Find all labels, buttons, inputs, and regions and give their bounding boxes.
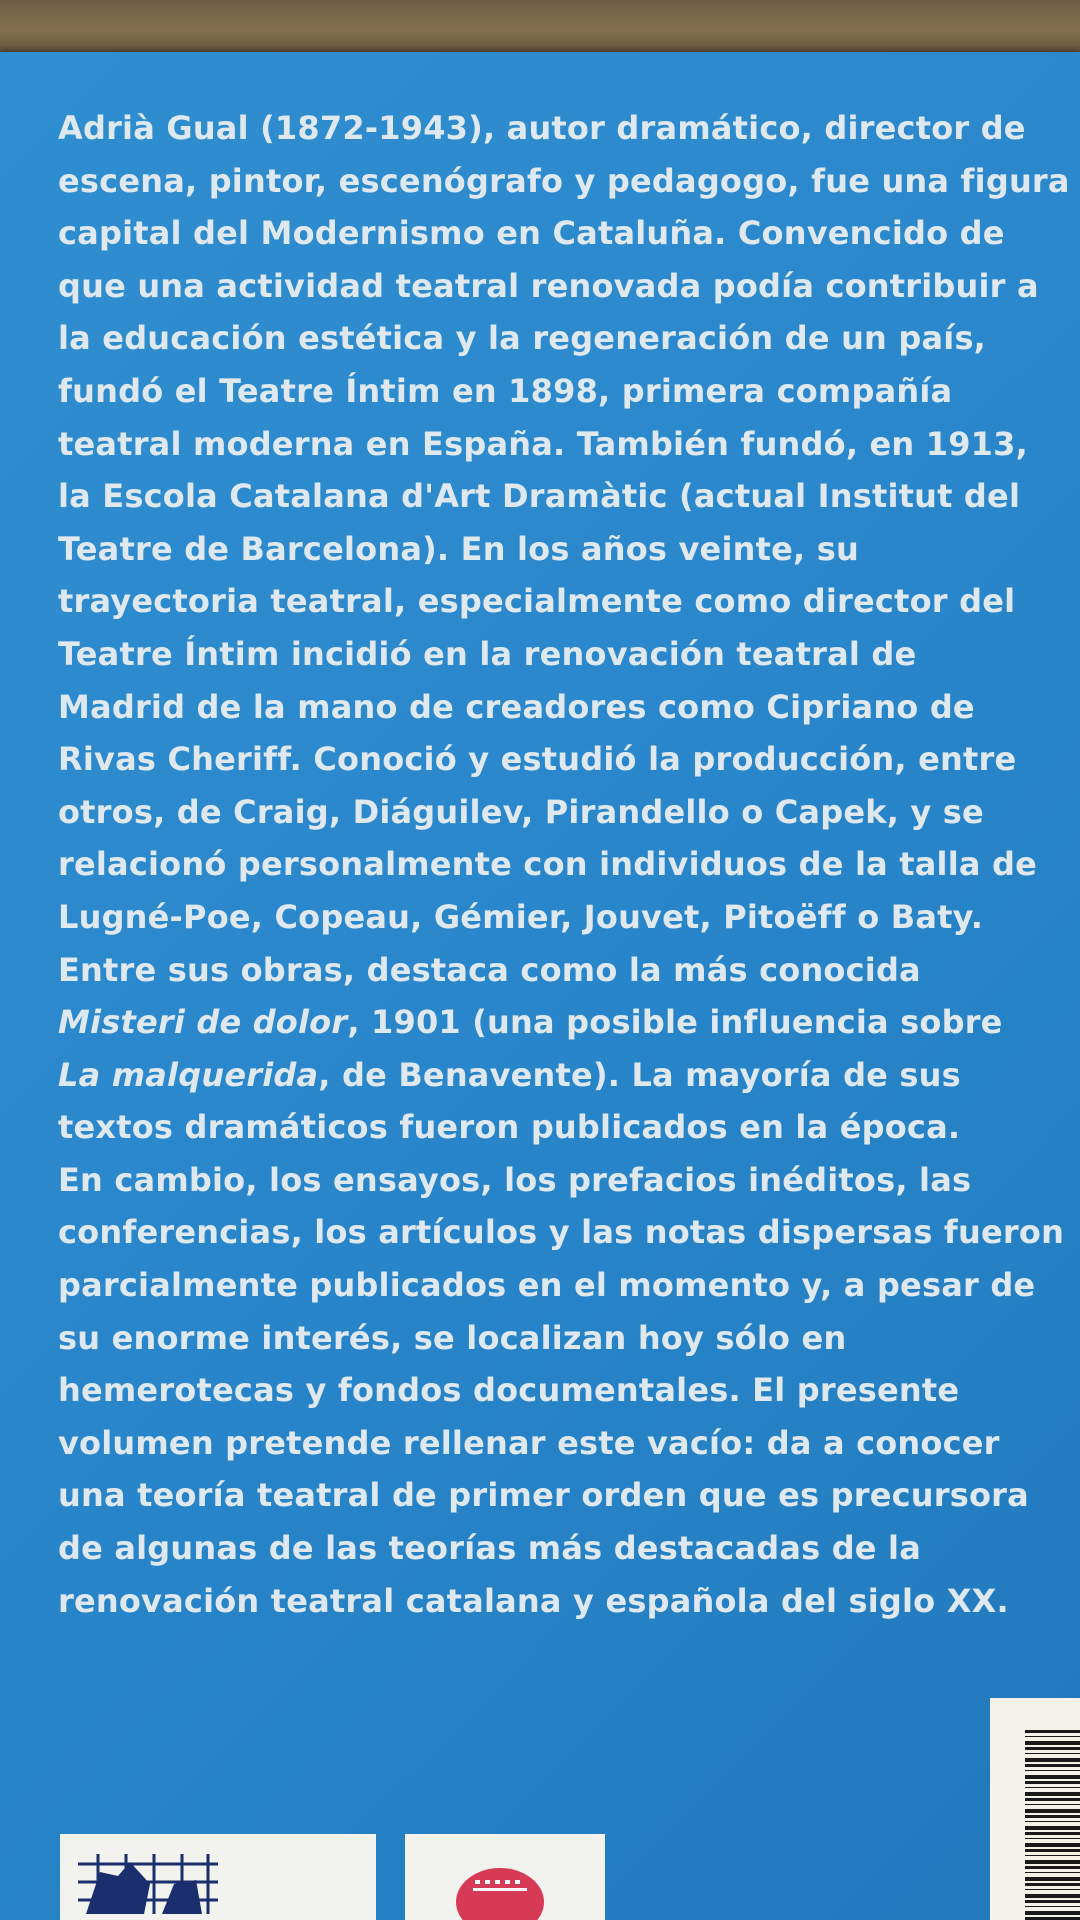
blurb-line: Entre sus obras, destaca como la más conocida: [58, 950, 921, 989]
blurb-line: que una actividad teatral renovada podía contribuir a: [58, 266, 1039, 305]
publisher-logo-left: [60, 1834, 376, 1920]
work-title: La malquerida: [58, 1055, 319, 1094]
blurb-line: textos dramáticos fueron publicados en la época.: [58, 1108, 961, 1147]
blurb-line: trayectoria teatral, especialmente como director del: [58, 582, 1016, 621]
blurb-line: parcialmente publicados en el momento y, a pesar de: [58, 1266, 1036, 1305]
blurb-line: Teatre de Barcelona). En los años veinte, su: [58, 529, 859, 568]
blurb-line: la Escola Catalana d'Art Dramàtic (actual Institut del: [58, 477, 1021, 516]
blurb-line: una teoría teatral de primer orden que es precursora: [58, 1476, 1029, 1515]
blurb-line: Adrià Gual (1872-1943), autor dramático, director de: [58, 109, 1026, 147]
publisher-logo-right: [405, 1834, 605, 1920]
blurb-line: [58, 1049, 1048, 1102]
blurb-line: capital del Modernismo en Cataluña. Convencido de: [58, 214, 1005, 253]
barcode-icon: [1025, 1730, 1080, 1920]
crown-seal-logo-icon: [445, 1862, 555, 1920]
blurb-line: su enorme interés, se localizan hoy sólo en: [58, 1318, 847, 1357]
blurb-line: hemerotecas y fondos documentales. El presente: [58, 1371, 960, 1410]
back-cover-blurb: [58, 102, 1070, 1627]
blurb-line: la educación estética y la regeneración de un país,: [58, 319, 987, 358]
blurb-line: En cambio, los ensayos, los prefacios inéditos, las: [58, 1160, 972, 1199]
blurb-line: escena, pintor, escenógrafo y pedagogo, fue una figura: [58, 161, 1070, 200]
blurb-line-rest: , 1901 (una posible influencia sobre: [347, 1003, 1003, 1042]
blurb-line: renovación teatral catalana y española del siglo XX.: [58, 1581, 1009, 1620]
blurb-line: relacionó personalmente con individuos de la talla de: [58, 845, 1038, 884]
blurb-line: otros, de Craig, Diáguilev, Pirandello o Capek, y se: [58, 792, 984, 831]
blurb-line: de algunas de las teorías más destacadas de la: [58, 1529, 922, 1568]
blurb-line: volumen pretende rellenar este vacío: da a conocer: [58, 1423, 1000, 1462]
blurb-line: Rivas Cheriff. Conoció y estudió la producción, entre: [58, 740, 1017, 779]
work-title: Misteri de dolor: [58, 1003, 348, 1042]
blurb-line: [58, 996, 1048, 1049]
grid-figure-logo-icon: [78, 1854, 228, 1914]
blurb-line: Madrid de la mano de creadores como Cipriano de: [58, 687, 975, 726]
blurb-line: teatral moderna en España. También fundó, en 1913,: [58, 424, 1028, 463]
blurb-line: fundó el Teatre Íntim en 1898, primera compañía: [58, 371, 953, 410]
blurb-line-rest: , de Benavente). La mayoría de sus: [318, 1055, 961, 1094]
blurb-line: Teatre Íntim incidió en la renovación teatral de: [58, 634, 917, 673]
blurb-line: conferencias, los artículos y las notas dispersas fueron: [58, 1213, 1065, 1252]
blurb-line: Lugné-Poe, Copeau, Gémier, Jouvet, Pitoëff o Baty.: [58, 897, 984, 936]
